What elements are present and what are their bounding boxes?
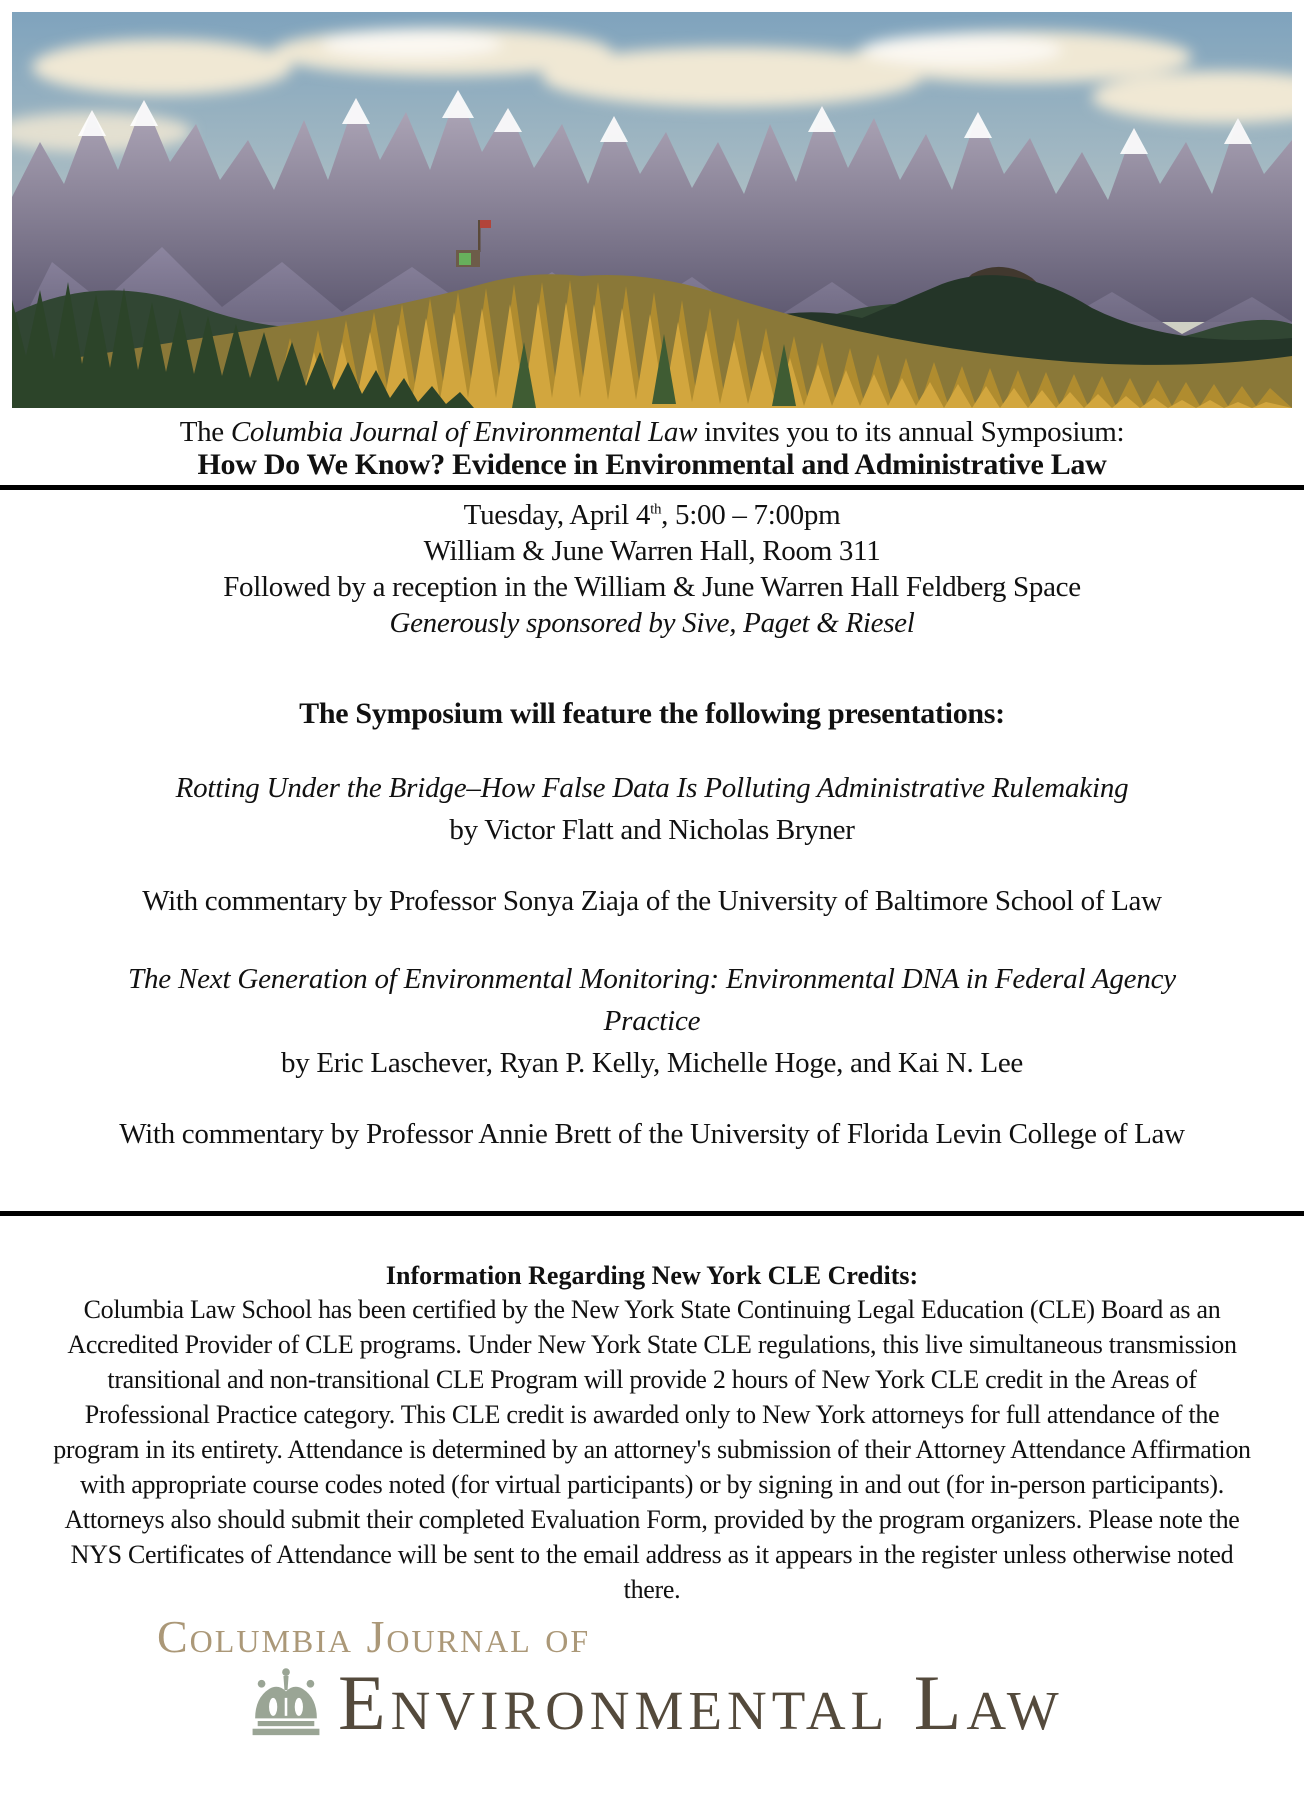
logo-line1: Columbia Journal of xyxy=(157,1611,591,1662)
journal-logo xyxy=(0,1607,1304,1746)
presentation-1-commentary: With commentary by Professor Sonya Ziaja of the University of Baltimore School of Law xyxy=(142,885,1162,917)
presentation-1-title: Rotting Under the Bridge–How False Data Is Polluting Administrative Rulemaking xyxy=(175,772,1129,804)
invitation-line xyxy=(0,416,1304,448)
divider-top xyxy=(0,485,1304,490)
journal-name: Columbia Journal of Environmental Law xyxy=(230,416,698,448)
presentation-1 xyxy=(0,767,1304,922)
flyer-page xyxy=(0,12,1304,1802)
presentation-2 xyxy=(0,958,1304,1155)
event-reception: Followed by a reception in the William & June Warren Hall Feldberg Space xyxy=(223,571,1081,603)
program-heading: The Symposium will feature the following presentations: xyxy=(299,697,1005,730)
event-sponsor: Generously sponsored by Sive, Paget & Riesel xyxy=(389,607,915,639)
event-time: , 5:00 – 7:00pm xyxy=(661,499,841,531)
date-ordinal: th xyxy=(650,501,662,518)
presentation-2-authors: by Eric Laschever, Ryan P. Kelly, Michelle Hoge, and Kai N. Lee xyxy=(281,1047,1023,1079)
columbia-crown-icon xyxy=(242,1667,330,1739)
divider-bottom xyxy=(0,1211,1304,1216)
invitation-suffix: invites you to its annual Symposium: xyxy=(697,416,1125,448)
symposium-title: How Do We Know? Evidence in Environmental and Administrative Law xyxy=(197,448,1107,481)
presentation-2-commentary: With commentary by Professor Annie Brett of the University of Florida Levin College of Law xyxy=(119,1118,1185,1150)
hero-image xyxy=(12,12,1292,408)
presentation-2-title: The Next Generation of Environmental Monitoring: Environmental DNA in Federal Agency Practice xyxy=(128,963,1176,1037)
event-datetime xyxy=(0,497,1304,533)
cle-body: Columbia Law School has been certified by the New York State Continuing Legal Education (CLE) Board as an Accredited Provider of CLE programs. Under New York State CLE regulations, this live simultaneous transmission transitional and non-transitional CLE Program will provide 2 hours of New York CLE credit in the Areas of Professional Practice category. This CLE credit is awarded only to New York attorneys for full attendance of the program in its entirety. Attendance is determined by an attorney's submission of their Attorney Attendance Affirmation with appropriate course codes noted (for virtual participants) or by signing in and out (for in-person participants). Attorneys also should submit their completed Evaluation Form, provided by the program organizers. Please note the NYS Certificates of Attendance will be sent to the email address as it appears in the register unless otherwise noted there. xyxy=(53,1295,1251,1604)
logo-line2 xyxy=(242,1659,1304,1746)
presentation-1-authors: by Victor Flatt and Nicholas Bryner xyxy=(449,814,855,846)
cle-heading: Information Regarding New York CLE Credits: xyxy=(385,1261,919,1290)
mountain-panorama-illustration xyxy=(12,12,1292,408)
logo-journal-name: Environmental Law xyxy=(338,1659,1064,1746)
event-date: Tuesday, April 4 xyxy=(463,499,651,531)
event-location: William & June Warren Hall, Room 311 xyxy=(423,535,881,567)
event-details xyxy=(0,497,1304,641)
invitation-prefix: The xyxy=(179,416,231,448)
